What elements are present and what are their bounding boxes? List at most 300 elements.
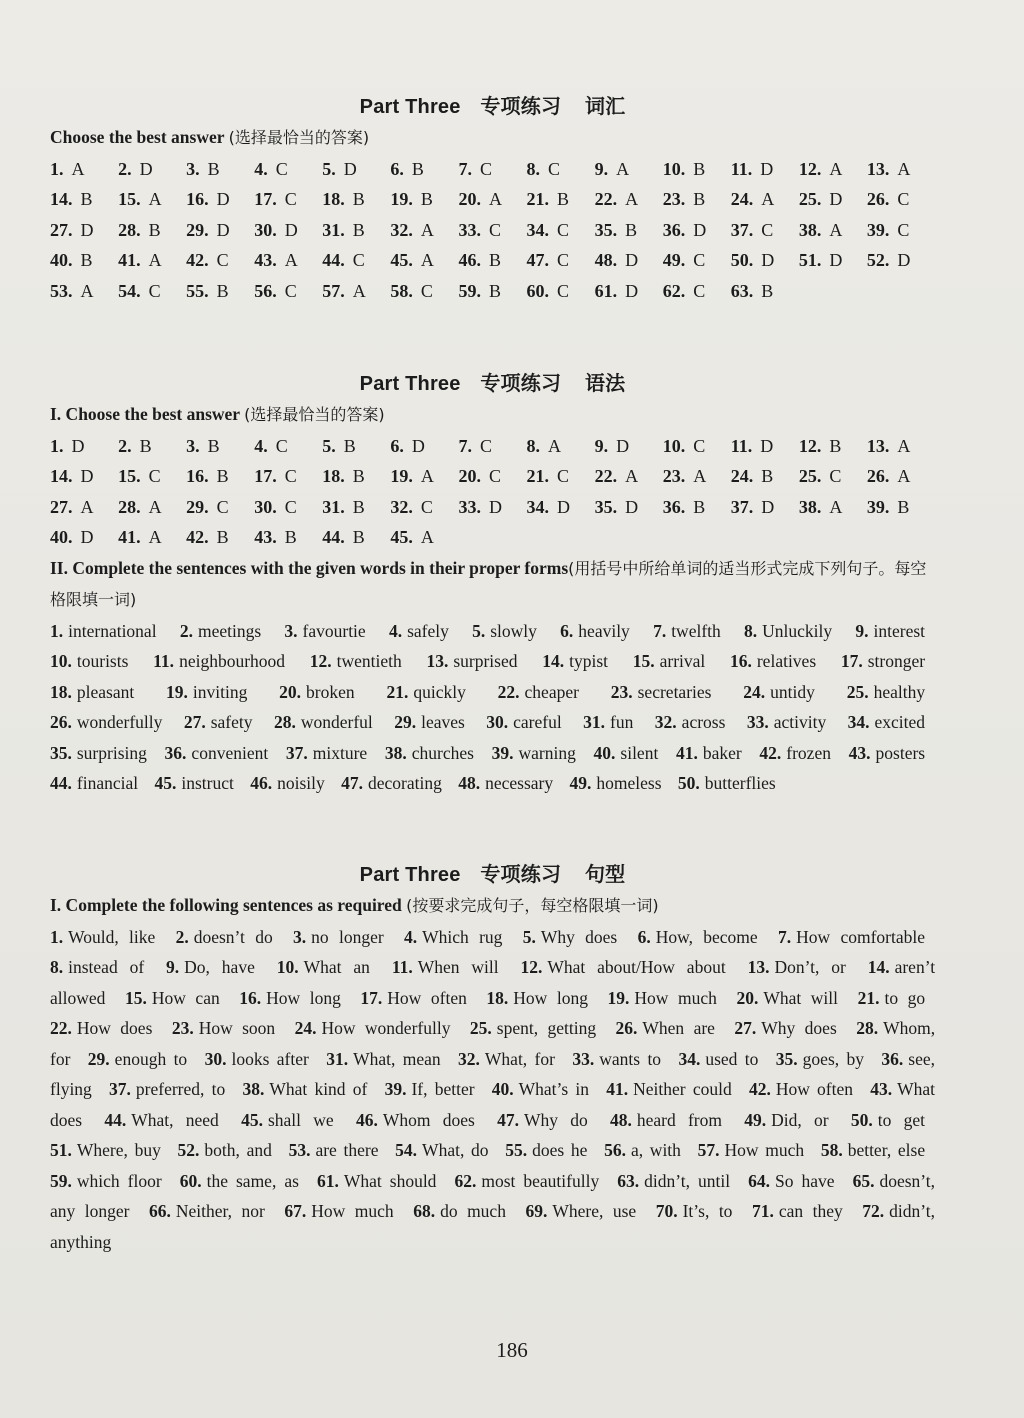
answer-item — [799, 215, 867, 246]
answer-value: What’s in — [518, 1079, 590, 1099]
answer-value: frozen — [786, 742, 831, 763]
answer-item — [50, 927, 155, 947]
answer-number: 48. — [458, 773, 481, 793]
answer-number: 2. — [179, 620, 193, 641]
answer-value: spent, getting — [496, 1018, 597, 1038]
answer-item — [153, 651, 285, 671]
answer-item — [749, 1079, 853, 1099]
answer-value: When will — [417, 957, 499, 977]
answer-item — [184, 712, 253, 732]
answer-value: So have — [775, 1170, 835, 1191]
answer-number: 48. — [594, 250, 618, 270]
answer-item — [149, 1201, 265, 1221]
answer-number: 18. — [322, 466, 345, 486]
answer-item — [678, 1049, 758, 1069]
answer-item — [867, 215, 935, 246]
answer-value: secretaries — [637, 681, 712, 702]
answer-value: didn’t, anything — [50, 1201, 936, 1252]
answer-number: 21. — [857, 987, 880, 1008]
answer-item — [663, 276, 731, 307]
answer-number: 3. — [186, 158, 200, 179]
answer-number: 8. — [50, 957, 64, 977]
answer-number: 33. — [746, 712, 769, 732]
answer-number: 16. — [239, 987, 262, 1008]
answer-number: 33. — [458, 219, 481, 240]
answer-number: 67. — [284, 1201, 307, 1221]
answer-item — [731, 184, 799, 215]
answer-item — [254, 215, 322, 246]
answer-item — [747, 712, 826, 732]
answer-item — [867, 184, 935, 215]
answer-number: 45. — [390, 527, 413, 547]
answer-item — [250, 773, 325, 793]
answer-number: 19. — [390, 466, 413, 486]
answer-item — [50, 712, 162, 732]
answer-value: C — [557, 250, 570, 270]
answer-number: 60. — [179, 1170, 202, 1191]
answer-value: B — [352, 219, 365, 240]
answer-item — [458, 492, 526, 523]
answer-item — [254, 431, 322, 462]
answer-item — [492, 1079, 589, 1099]
answer-item — [310, 651, 402, 671]
answer-item — [848, 712, 925, 732]
answer-item — [470, 1018, 596, 1038]
answer-value: C — [693, 435, 706, 456]
answer-value: no longer — [311, 926, 384, 947]
answer-number: 40. — [50, 250, 73, 270]
answer-value: C — [420, 496, 433, 517]
answer-value: C — [693, 250, 706, 270]
answer-number: 10. — [662, 158, 686, 179]
answer-value: C — [557, 280, 570, 301]
answer-value: B — [216, 280, 229, 301]
answer-value: preferred, to — [135, 1079, 226, 1099]
answer-number: 27. — [50, 496, 73, 517]
answer-number: 41. — [118, 527, 141, 547]
answer-number: 12. — [798, 158, 822, 179]
answer-item — [322, 184, 390, 215]
answer-number: 8. — [526, 158, 541, 179]
answer-number: 43. — [870, 1079, 893, 1099]
answer-item — [731, 431, 799, 462]
answer-value: arrival — [659, 651, 706, 671]
answer-number: 12. — [798, 435, 822, 456]
answer-number: 30. — [254, 496, 277, 517]
answer-item — [663, 431, 731, 462]
answer-value: relatives — [756, 651, 817, 671]
answer-item — [390, 184, 458, 215]
answer-value: warning — [518, 742, 576, 763]
answer-item — [254, 492, 322, 523]
answer-number: 56. — [604, 1140, 626, 1160]
answer-item — [413, 1201, 506, 1221]
answer-number: 25. — [798, 466, 822, 486]
answer-value: C — [479, 158, 492, 179]
answer-value: B — [80, 250, 93, 270]
answer-number: 4. — [404, 926, 418, 947]
answer-value: across — [681, 712, 726, 732]
answer-value: B — [625, 219, 638, 240]
answer-item — [867, 245, 935, 276]
answer-value: B — [207, 435, 220, 456]
section-vocabulary — [50, 90, 935, 306]
answer-value: C — [216, 496, 229, 517]
answer-item — [676, 743, 742, 763]
answer-value: Where, use — [552, 1201, 637, 1221]
answer-number: 7. — [458, 158, 472, 179]
answer-value: D — [488, 496, 502, 517]
answer-item — [50, 773, 138, 793]
answer-item — [611, 682, 712, 702]
answer-item — [583, 712, 633, 732]
answer-value: cheaper — [524, 681, 579, 702]
answer-value: wants to — [599, 1048, 662, 1069]
answer-number: 16. — [186, 466, 209, 486]
answer-value: A — [148, 527, 162, 547]
answer-value: C — [829, 466, 842, 486]
answer-number: 50. — [850, 1109, 873, 1130]
answer-value: pleasant — [76, 681, 135, 702]
answer-item — [390, 522, 458, 553]
answer-number: 47. — [497, 1109, 519, 1130]
answer-number: 32. — [390, 496, 413, 517]
answer-number: 29. — [394, 712, 417, 732]
answer-item — [595, 492, 663, 523]
answer-number: 59. — [458, 280, 481, 301]
answer-number: 44. — [50, 773, 72, 793]
answer-number: 20. — [279, 681, 302, 702]
answer-number: 3. — [293, 926, 307, 947]
answer-item — [736, 988, 838, 1008]
answer-number: 24. — [743, 681, 766, 702]
answer-item — [50, 1140, 161, 1160]
answer-number: 23. — [662, 466, 686, 486]
answer-value: C — [488, 219, 501, 240]
answer-value: twelfth — [671, 620, 721, 641]
answer-number: 38. — [242, 1079, 265, 1099]
answer-value: favourtie — [302, 620, 366, 641]
answer-item — [118, 461, 186, 492]
answer-value: D — [829, 189, 843, 209]
answer-number: 60. — [526, 280, 550, 301]
answer-value: silent — [620, 742, 659, 763]
answer-item — [186, 276, 254, 307]
answer-number: 23. — [610, 681, 633, 702]
answer-item — [186, 154, 254, 185]
answer-item — [254, 461, 322, 492]
answer-value: A — [693, 466, 707, 486]
answer-value: stronger — [867, 651, 926, 671]
answer-item — [50, 492, 118, 523]
answer-value: Whom, for — [50, 1018, 936, 1069]
answer-item — [458, 184, 526, 215]
answer-value: Unluckily — [762, 620, 833, 641]
answer-item — [118, 522, 186, 553]
answer-value: surprising — [76, 742, 147, 763]
answer-value: D — [829, 250, 843, 270]
answer-number: 3. — [186, 435, 200, 456]
answer-value: D — [616, 435, 630, 456]
answer-number: 69. — [525, 1201, 548, 1221]
answer-number: 13. — [866, 435, 890, 456]
answer-item — [542, 651, 608, 671]
answer-value: B — [557, 189, 570, 209]
answer-number: 54. — [395, 1140, 418, 1160]
answer-value: B — [488, 280, 501, 301]
answer-item — [242, 1079, 367, 1099]
answer-number: 37. — [285, 742, 308, 763]
answer-number: 14. — [50, 466, 73, 486]
answer-number: 46. — [250, 773, 273, 793]
answer-number: 25. — [469, 1018, 492, 1038]
answer-number: 22. — [594, 189, 618, 209]
answer-value: healthy — [873, 681, 926, 702]
answer-value: A — [420, 250, 434, 270]
answer-value: quickly — [413, 681, 466, 702]
answer-number: 22. — [497, 681, 520, 702]
answer-item — [50, 651, 128, 671]
answer-value: When are — [642, 1018, 715, 1038]
answer-value: B — [411, 158, 424, 179]
answer-value: D — [897, 250, 911, 270]
answer-value: C — [275, 435, 288, 456]
answer-value: D — [216, 189, 230, 209]
answer-number: 6. — [637, 926, 651, 947]
answer-item — [390, 276, 458, 307]
answer-item — [392, 957, 499, 977]
answer-item — [166, 957, 255, 977]
answer-number: 15. — [632, 651, 655, 671]
answer-item — [118, 154, 186, 185]
answer-number: 19. — [607, 987, 630, 1008]
answer-number: 35. — [594, 496, 618, 517]
answer-item — [356, 1110, 475, 1130]
answer-value: C — [557, 466, 570, 486]
answer-number: 14. — [50, 189, 73, 209]
answer-value: C — [548, 158, 561, 179]
answer-value: typist — [569, 651, 608, 671]
answer-value: C — [479, 435, 492, 456]
answer-number: 27. — [734, 1018, 757, 1038]
answer-number: 13. — [747, 957, 770, 977]
answer-value: D — [284, 219, 298, 240]
answer-item — [458, 215, 526, 246]
answer-value: A — [897, 435, 911, 456]
answer-value: D — [71, 435, 85, 456]
answer-value: heard from — [636, 1109, 723, 1130]
answer-number: 44. — [322, 250, 345, 270]
answer-item — [527, 492, 595, 523]
answer-number: 44. — [104, 1109, 127, 1130]
answer-item — [254, 245, 322, 276]
answer-number: 35. — [594, 219, 618, 240]
answer-value: B — [352, 466, 365, 486]
answer-number: 1. — [50, 926, 64, 947]
answer-item — [317, 1171, 436, 1191]
answer-item — [166, 682, 247, 702]
answer-number: 27. — [183, 712, 206, 732]
answer-item — [254, 522, 322, 553]
answer-number: 34. — [847, 712, 870, 732]
answer-number: 28. — [118, 219, 141, 240]
answer-number: 9. — [855, 620, 869, 641]
answer-number: 36. — [881, 1048, 904, 1069]
answer-list — [50, 922, 935, 1258]
answer-value: butterflies — [704, 773, 776, 793]
answer-number: 42. — [186, 527, 209, 547]
answer-number: 48. — [609, 1109, 632, 1130]
answer-item — [799, 154, 867, 185]
answer-item — [254, 276, 322, 307]
answer-value: A — [80, 280, 94, 301]
answer-value: Neither, nor — [175, 1201, 265, 1221]
answer-value: D — [139, 158, 153, 179]
answer-value: A — [625, 466, 639, 486]
answer-value: shall we — [267, 1109, 334, 1130]
answer-value: C — [693, 280, 706, 301]
answer-number: 21. — [526, 466, 550, 486]
instruction: I. Choose the best answer (选择最恰当的答案) — [50, 404, 385, 424]
answer-value: D — [693, 219, 707, 240]
answer-item — [595, 431, 663, 462]
answer-item — [274, 712, 373, 732]
answer-value: B — [148, 219, 161, 240]
answer-item — [799, 431, 867, 462]
answer-value: interest — [873, 620, 926, 641]
answer-number: 21. — [526, 189, 550, 209]
answer-item — [731, 215, 799, 246]
answer-value: financial — [76, 773, 139, 793]
answer-item — [527, 154, 595, 185]
answer-item — [454, 1171, 599, 1191]
answer-item — [492, 743, 576, 763]
answer-number: 27. — [50, 219, 73, 240]
answer-number: 52. — [866, 250, 890, 270]
answer-value: C — [148, 280, 161, 301]
answer-value: see, flying — [50, 1048, 936, 1099]
answer-number: 40. — [593, 742, 616, 763]
answer-item — [527, 184, 595, 215]
answer-value: What should — [343, 1170, 437, 1191]
answer-value: Did, or — [771, 1109, 829, 1130]
answer-value: instead of — [68, 957, 145, 977]
answer-item — [50, 215, 118, 246]
answer-item — [205, 1049, 309, 1069]
answer-number: 24. — [730, 466, 754, 486]
section-title: Part Three 专项练习 语法 — [359, 371, 626, 395]
answer-number: 31. — [322, 496, 345, 517]
answer-item — [186, 522, 254, 553]
answer-number: 4. — [254, 158, 268, 179]
answer-value: A — [829, 219, 843, 240]
answer-item — [594, 743, 659, 763]
answer-item — [663, 492, 731, 523]
answer-item — [50, 245, 118, 276]
answer-value: the same, as — [206, 1170, 299, 1191]
answer-number: 11. — [730, 435, 753, 456]
answer-value: How much — [634, 987, 717, 1008]
answer-number: 8. — [526, 435, 541, 456]
answer-value: Why do — [523, 1109, 588, 1130]
answer-value: B — [284, 527, 297, 547]
answer-number: 38. — [798, 219, 822, 240]
answer-item — [241, 1110, 334, 1130]
answer-number: 13. — [426, 651, 449, 671]
answer-number: 34. — [526, 496, 550, 517]
answer-item — [180, 1171, 299, 1191]
answer-item — [176, 927, 273, 947]
answer-number: 24. — [730, 189, 754, 209]
answer-item — [322, 492, 390, 523]
answer-item — [186, 245, 254, 276]
answer-item — [656, 1201, 733, 1221]
answer-value: A — [761, 189, 775, 209]
answer-number: 41. — [675, 742, 698, 763]
answer-value: activity — [773, 712, 827, 732]
answer-value: tourists — [76, 651, 129, 671]
answer-item — [759, 743, 831, 763]
answer-value: to get — [877, 1109, 926, 1130]
answer-value: What, for — [484, 1048, 555, 1069]
answer-number: 50. — [730, 250, 754, 270]
answer-value: C — [216, 250, 229, 270]
answer-item — [50, 431, 118, 462]
answer-item — [525, 1201, 636, 1221]
answer-item — [50, 1171, 162, 1191]
answer-value: D — [760, 158, 774, 179]
answer-number: 57. — [322, 280, 345, 301]
answer-value: surprised — [453, 651, 518, 671]
instruction: II. Complete the sentences with the given words in their proper forms(用括号中所给单词的适当形式完成下列句子。每空格限填一词) — [50, 557, 927, 609]
answer-value: C — [284, 189, 297, 209]
answer-number: 6. — [560, 620, 574, 641]
answer-list — [50, 616, 935, 799]
answer-item — [498, 682, 579, 702]
answer-item — [118, 184, 186, 215]
answer-item — [360, 988, 466, 1008]
answer-item — [390, 431, 458, 462]
answer-item — [505, 1140, 587, 1160]
answer-number: 12. — [309, 651, 332, 671]
answer-value: A — [420, 466, 434, 486]
answer-item — [799, 184, 867, 215]
answer-number: 63. — [617, 1170, 640, 1191]
answer-value: A — [488, 189, 502, 209]
answer-value: How long — [266, 987, 341, 1008]
answer-item — [527, 276, 595, 307]
answer-value: C — [284, 496, 297, 517]
answer-item — [239, 988, 341, 1008]
answer-item — [616, 1018, 715, 1038]
answer-item — [293, 927, 384, 947]
answer-value: A — [616, 158, 630, 179]
answer-item — [486, 988, 588, 1008]
answer-number: 38. — [384, 742, 407, 763]
answer-number: 57. — [697, 1140, 720, 1160]
answer-number: 17. — [360, 987, 383, 1008]
answer-value: What does — [50, 1079, 936, 1130]
answer-value: How often — [775, 1079, 854, 1099]
answer-number: 49. — [744, 1109, 767, 1130]
answer-item — [847, 682, 925, 702]
section-sentence-patterns — [50, 858, 935, 1257]
answer-number: 58. — [390, 280, 413, 301]
answer-item — [284, 621, 365, 641]
answer-item — [186, 431, 254, 462]
answer-item — [50, 621, 157, 641]
answer-number: 42. — [748, 1079, 771, 1099]
